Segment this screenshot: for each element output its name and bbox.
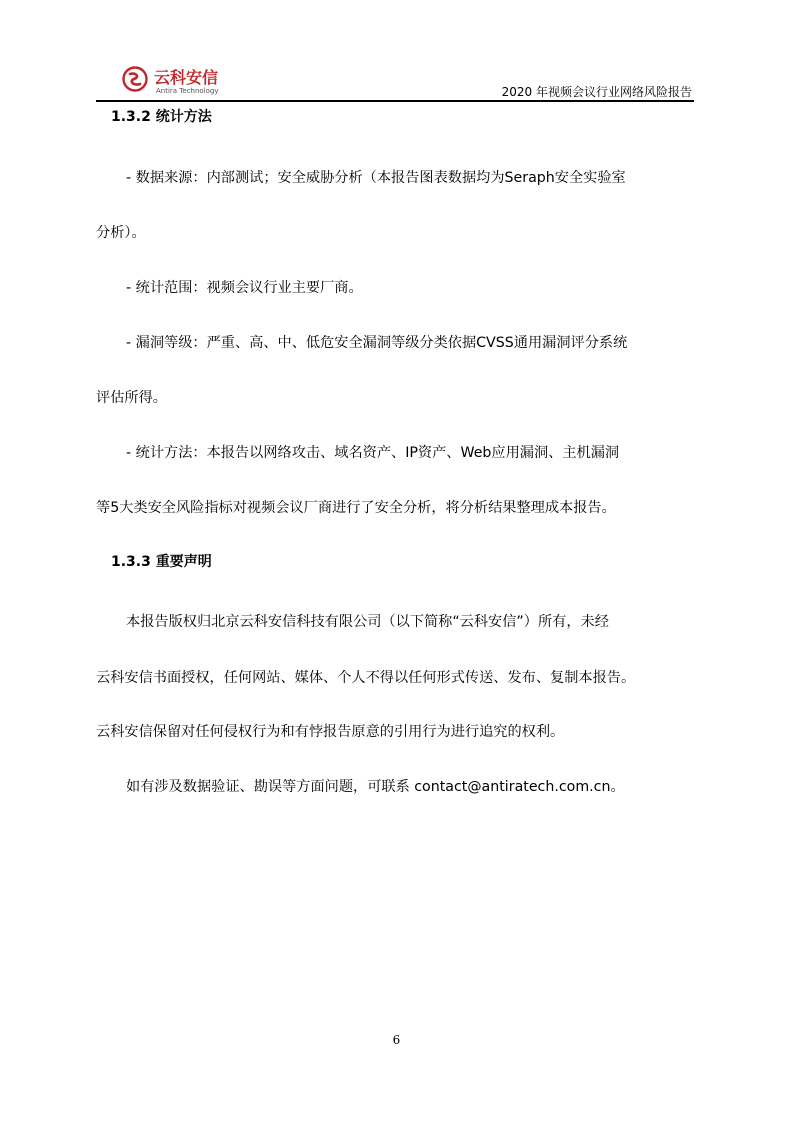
document-title: 2020 年视频会议行业网络风险报告 bbox=[501, 85, 692, 99]
paragraph-line: 评估所得。 bbox=[96, 390, 167, 406]
header-divider bbox=[96, 100, 694, 102]
paragraph-line: 等5大类安全风险指标对视频会议厂商进行了安全分析，将分析结果整理成本报告。 bbox=[96, 500, 616, 516]
paragraph-line: 分析）。 bbox=[96, 225, 146, 241]
page-number: 6 bbox=[392, 1033, 401, 1047]
company-logo bbox=[122, 62, 232, 98]
paragraph-line: 云科安信书面授权，任何网站、媒体、个人不得以任何形式传送、发布、复制本报告。 bbox=[96, 670, 636, 686]
section-heading-statistics-method: 1.3.2 统计方法 bbox=[111, 109, 212, 125]
logo-mark-icon bbox=[122, 66, 148, 92]
section-heading-important-notice: 1.3.3 重要声明 bbox=[111, 554, 212, 570]
paragraph-line: - 漏洞等级：严重、高、中、低危安全漏洞等级分类依据CVSS通用漏洞评分系统 bbox=[126, 335, 628, 351]
paragraph-line: - 数据来源：内部测试；安全威胁分析（本报告图表数据均为Seraph安全实验室 bbox=[126, 170, 626, 186]
logo-text-cn: 云科安信 bbox=[154, 68, 219, 87]
paragraph-line: - 统计方法：本报告以网络攻击、域名资产、IP资产、Web应用漏洞、主机漏洞 bbox=[126, 445, 620, 461]
contact-line: 如有涉及数据验证、勘误等方面问题，可联系 contact@antiratech.com.cn。 bbox=[126, 779, 625, 795]
paragraph-line: 云科安信保留对任何侵权行为和有悖报告原意的引用行为进行追究的权利。 bbox=[96, 724, 565, 740]
logo-text-en: Antira Technology bbox=[156, 87, 219, 95]
paragraph-line: 本报告版权归北京云科安信科技有限公司（以下简称“云科安信”）所有，未经 bbox=[126, 614, 609, 630]
page-header bbox=[96, 56, 694, 102]
paragraph-line: - 统计范围：视频会议行业主要厂商。 bbox=[126, 280, 363, 296]
